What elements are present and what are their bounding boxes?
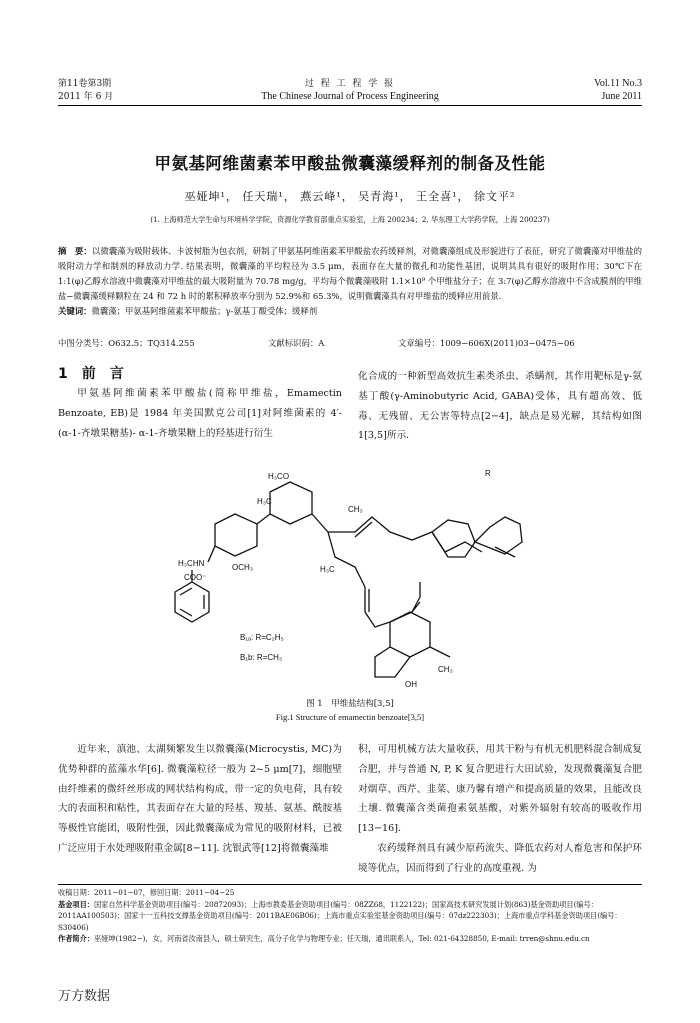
body-left-column: 近年来，滇池、太湖频繁发生以微囊藻(Microcystis, MC)为优势种群的蓝藻水华[6]. 微囊藻粒径一般为 2~5 μm[7]，细胞壁由纤维素的微纤丝形成的网状结构构成，带一定的负电荷，具有较大的表面积和粘性，其表面存在大量的羟基、羧基、氨基、酰胺基等极性官能团，吸附性强，因此微囊藻成为常见的吸附材料，已被广泛应用于水处理吸附重金属[8−11]. 沈银武等[12]将微囊藻堆 bbox=[58, 744, 342, 854]
intro-right-column: 化合成的一种新型高效抗生素类杀虫、杀螨剂，其作用靶标是γ-氨基丁酸(γ-Aminobutyric Acid, GABA)受体，具有超高效、低毒、无残留、无公害等特点[2−4]，缺点是易光解，其结构如图 1[3,5]所示. bbox=[358, 371, 642, 442]
footnotes bbox=[58, 887, 642, 945]
abstract-label: 摘 要： bbox=[58, 246, 92, 256]
label-ch3-c: CH₃ bbox=[438, 665, 453, 674]
article-number: 文章编号：1009−606X(2011)03−0475−06 bbox=[398, 338, 575, 348]
abstract-text: 以微囊藻为吸附载体、卡波树脂为包衣剂，研制了甲氨基阿维菌素苯甲酸盐农药缓释剂，对微囊藻组成及形貌进行了表征，研究了微囊藻对甲维盐的吸附动力学和制剂的释放动力学. 结果表明，微囊藻的平均粒径为 3.5 μm，表面存在大量的微孔和功能性基团，说明其具有很好的吸附作用；30℃下在 1:1(φ)乙醇水溶液中微囊藻对甲维盐的最大吸附量为 70.78 mg/g，平均每个微囊藻吸附 1.1×10⁹ 个甲维盐分子；在 3:7(φ)乙醇水溶液中不含成膜剂的甲维盐−微囊藻缓释颗粒在 24 和 72 h 时的累积释放率分别为 52.9%和 65.3%，说明微囊藻具有对甲维盐的缓释应用前景. bbox=[58, 246, 643, 301]
header-journal-cn: 过 程 工 程 学 报 bbox=[304, 79, 396, 89]
keywords-label: 关键词： bbox=[58, 306, 92, 316]
keywords: 微囊藻；甲氨基阿维菌素苯甲酸盐；γ-氨基丁酸受体；缓释剂 bbox=[91, 306, 318, 316]
figure-caption-cn: 图 1 甲维盐结构[3,5] bbox=[306, 699, 394, 709]
header-journal-en: The Chinese Journal of Process Engineering bbox=[261, 91, 439, 102]
paper-title: 甲氨基阿维菌素苯甲酸盐微囊藻缓释剂的制备及性能 bbox=[154, 154, 546, 173]
fund-label: 基金项目： bbox=[58, 899, 94, 909]
body-right-p2: 农药缓释剂具有减少原药流失、降低农药对人畜危害和保护环境等优点，因而得到了行业的高度重视. 为 bbox=[358, 842, 642, 874]
figure-caption-en: Fig.1 Structure of emamectin benzoate[3,5] bbox=[275, 712, 425, 722]
abstract bbox=[58, 244, 642, 319]
body-right-p1: 积，可用机械方法大量收获，用其干粉与有机无机肥料混合制成复合肥，并与普通 N, P, K 复合肥进行大田试验，发现微囊藻复合肥对烟草、西芹、韭菜、康乃馨有增产和提高质量的效果，且能改良土壤. 微囊藻含类菌孢素氨基酸，对紫外辐射有较高的吸收作用[13−16]. bbox=[358, 744, 642, 835]
label-h3c: H₃C bbox=[257, 497, 272, 506]
header-vol-en: Vol.11 No.3 bbox=[593, 78, 642, 89]
affiliations: (1. 上海师范大学生命与环境科学学院，资源化学教育部重点实验室，上海 200234；2. 华东理工大学药学院，上海 200237) bbox=[150, 215, 550, 224]
label-och3: OCH₃ bbox=[232, 563, 254, 572]
author-bio: 巫娅坤(1982−)，女，河南省汝南县人，硕士研究生，高分子化学与物理专业；任天瑞，通讯联系人，Tel: 021-64328850, E-mail: trren@shnu.edu.cn bbox=[93, 934, 590, 943]
received-dates: 收稿日期：2011−01−07，修回日期：2011−04−25 bbox=[58, 888, 235, 897]
fund-text: 国家自然科学基金资助项目(编号：20872093)；上海市教委基金资助项目(编号：08ZZ68，1122122)；国家高技术研究发展计划(863)基金资助项目(编号：2011AA100503)；国家十一五科技支撑基金资助项目(编号：2011BAE06B06)；上海市重点实验室基金资助项目(编号：07dz222303)；上海市重点学科基金资助项目(编号：S30406) bbox=[58, 899, 622, 932]
section-heading: 1 前 言 bbox=[58, 366, 124, 382]
intro-left-column: 甲氨基阿维菌素苯甲酸盐(简称甲维盐，Emamectin Benzoate, EB)是 1984 年美国默克公司[1]对阿维菌素的 4′-(α-1-齐墩果糖基)- α-1-齐墩果糖上的羟基进行衍生 bbox=[58, 388, 342, 439]
document-code: 文献标识码：A bbox=[268, 338, 325, 348]
label-b1a: B₁ₐ: R=C₂H₅ bbox=[240, 633, 284, 642]
label-ch3-a: CH₃ bbox=[348, 505, 363, 514]
body-right-column bbox=[358, 740, 642, 879]
label-h3c-b: H₃C bbox=[320, 565, 335, 574]
header-date: 2011 年 6 月 bbox=[58, 92, 114, 102]
footnote-rule bbox=[58, 884, 642, 885]
header-rule bbox=[58, 105, 642, 106]
author-list: 巫娅坤¹， 任天瑞¹， 燕云峰¹， 吴青海¹， 王全喜¹， 徐文平² bbox=[184, 190, 516, 203]
author-bio-label: 作者简介： bbox=[58, 934, 94, 943]
watermark: 万方数据 bbox=[58, 989, 111, 1004]
label-r: R bbox=[485, 469, 491, 478]
label-coo: COO⁻ bbox=[184, 573, 207, 582]
clc-number: 中图分类号：O632.5；TQ314.255 bbox=[58, 338, 195, 348]
label-h3chn: H₃CHN bbox=[178, 559, 205, 568]
emamectin-structure-figure bbox=[150, 462, 550, 694]
label-b1b: B₁b: R=CH₃ bbox=[240, 653, 283, 662]
header-volume: 第11卷第3期 bbox=[58, 79, 112, 89]
header-date-en: June 2011 bbox=[601, 91, 642, 102]
label-h3co: H₃CO bbox=[268, 472, 290, 481]
label-oh: OH bbox=[405, 680, 417, 689]
